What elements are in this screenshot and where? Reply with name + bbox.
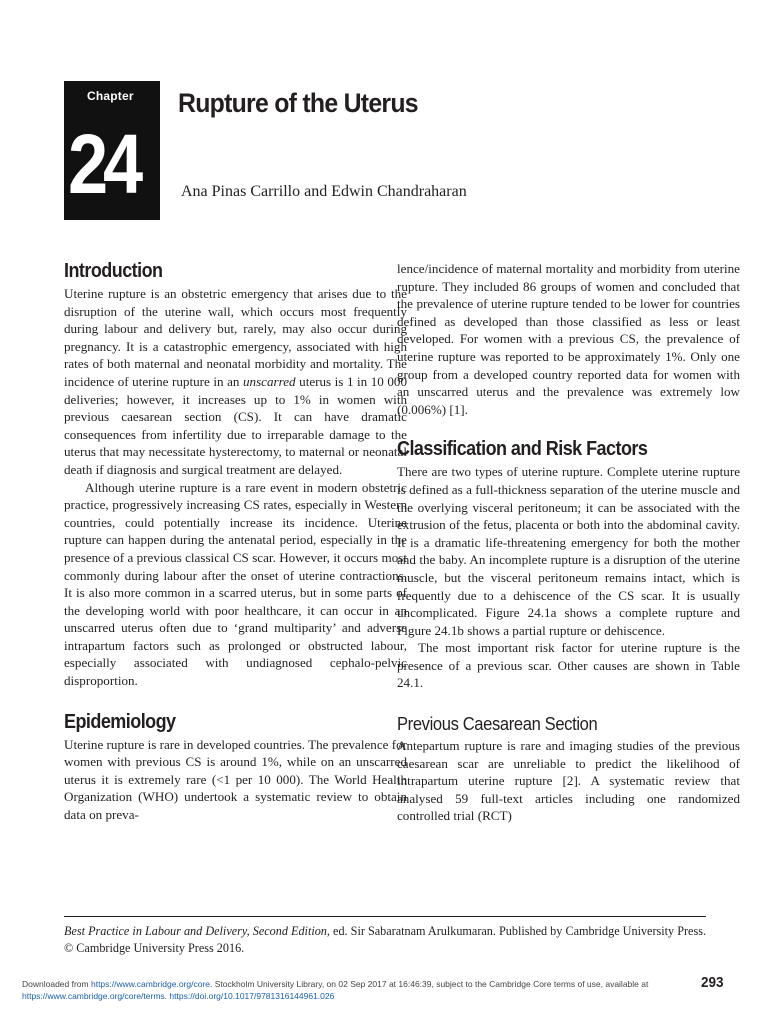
emphasis-text: unscarred bbox=[242, 373, 296, 389]
author-name: Ana Pinas Carrillo bbox=[181, 183, 301, 200]
book-title: Best Practice in Labour and Delivery, Second Edition bbox=[64, 924, 327, 938]
paragraph-text: Uterine rupture is an obstetric emergency that arises due to the disruption of the uterine wall, which occurs most frequently during labour and delivery but, rarely, may also occur during pregnancy. It is a catastrophic emergency, associated with high rates of both maternal and neonatal morbidity and mortality. The incidence of uterine rupture in an bbox=[64, 286, 407, 389]
paragraph: Although uterine rupture is a rare event in modern obstetric practice, progressively increasing CS rates, especially in Western countries, could potentially increase its incidence. Uterine rupture can happen during the antenatal period, especially in the presence of a previous classical CS scar. However, it occurs most commonly during labour after the onset of uterine contractions. It is also more common in a scarred uterus, but in some parts of the developing world with poor healthcare, it can occur in an unscarred uterus often due to ‘grand multiparity’ and adverse intrapartum factors such as prolonged or obstructed labour, especially associated with undiagnosed cephalo-pelvic disproportion. bbox=[64, 479, 407, 689]
download-notice bbox=[22, 978, 702, 1002]
right-column bbox=[397, 260, 740, 825]
doi-link[interactable]: https://doi.org/10.1017/9781316144961.026 bbox=[169, 991, 335, 1001]
chapter-badge bbox=[64, 81, 160, 220]
footnote-divider bbox=[64, 916, 706, 917]
section-heading-epidemiology: Epidemiology bbox=[64, 710, 176, 733]
section-heading-introduction: Introduction bbox=[64, 260, 163, 282]
author-name: Edwin Chandraharan bbox=[331, 183, 467, 200]
paragraph: lence/incidence of maternal mortality and morbidity from uterine rupture. They included 86 groups of women and concluded that the prevalence of uterine rupture tended to be lower for countries defined as developed than those classified as less or least developed. For women with a previous CS, the prevalence of uterine rupture was reported to be approximately 1%. Only one group from a developed country reported data for women with an unscarred uterus and the prevalence was extremely low (0.006%) [1]. bbox=[397, 261, 740, 417]
download-text: . bbox=[164, 991, 170, 1001]
chapter-label: Chapter bbox=[87, 89, 134, 103]
section-heading-classification: Classification and Risk Factors bbox=[397, 438, 648, 461]
author-conjunction: and bbox=[300, 183, 332, 200]
paragraph bbox=[64, 285, 407, 479]
core-link[interactable]: https://www.cambridge.org/core bbox=[90, 979, 211, 989]
paragraph: Uterine rupture is rare in developed countries. The prevalence for women with previous CS is around 1%, while on an unscarred uterus it is extremely rare (<1 per 10 000). The World Health Organization (WHO) undertook a systematic review to obtain data on preva- bbox=[64, 736, 407, 823]
chapter-title: Rupture of the Uterus bbox=[178, 88, 418, 118]
paragraph: Antepartum rupture is rare and imaging studies of the previous caesarean scar are unreliable to predict the likelihood of intrapartum uterine rupture [2]. A systematic review that analysed 59 full-text articles including one randomized controlled trial (RCT) bbox=[397, 738, 740, 824]
footnote-text: , ed. Sir Sabaratnam Arulkumaran. Published by Cambridge University Press. © Cambridge University Press 2016. bbox=[64, 924, 706, 955]
download-text: Downloaded from bbox=[22, 979, 91, 989]
left-column bbox=[64, 257, 407, 824]
subsection-heading-previous-cs: Previous Caesarean Section bbox=[397, 714, 598, 735]
terms-link[interactable]: https://www.cambridge.org/core/terms bbox=[22, 991, 165, 1001]
chapter-number: 24 bbox=[68, 117, 139, 211]
paragraph-text: uterus is 1 in 10 000 deliveries; however, it increases up to 1% in women with previous caesarean section (CS). It can have dramatic consequences from infertility due to irreparable damage to the uterus that may necessitate hysterectomy, to maternal or neonatal death if diagnosis and surgical treatment are delayed. bbox=[64, 373, 408, 477]
paragraph: There are two types of uterine rupture. Complete uterine rupture is defined as a full-thickness separation of the uterine muscle and the overlying visceral peritoneum; it can be associated with the extrusion of the fetus, placenta or both into the abdominal cavity. It is a dramatic life-threatening emergency for both the mother and the baby. An incomplete rupture is a disruption of the uterine muscle, but the visceral peritoneum remains intact, which is frequently due to a dehiscence of the CS scar. It is usually uncomplicated. Figure 24.1a shows a complete rupture and Figure 24.1b shows a partial rupture or dehiscence. bbox=[397, 464, 740, 638]
authors bbox=[181, 183, 467, 201]
paragraph: The most important risk factor for uterine rupture is the presence of a previous scar. Other causes are shown in Table 24.1. bbox=[397, 640, 740, 691]
download-text: . Stockholm University Library, on 02 Sep 2017 at 16:46:39, subject to the Cambridge Core terms of use, available at bbox=[210, 979, 649, 989]
page-number: 293 bbox=[701, 974, 724, 991]
footnote bbox=[64, 923, 706, 957]
